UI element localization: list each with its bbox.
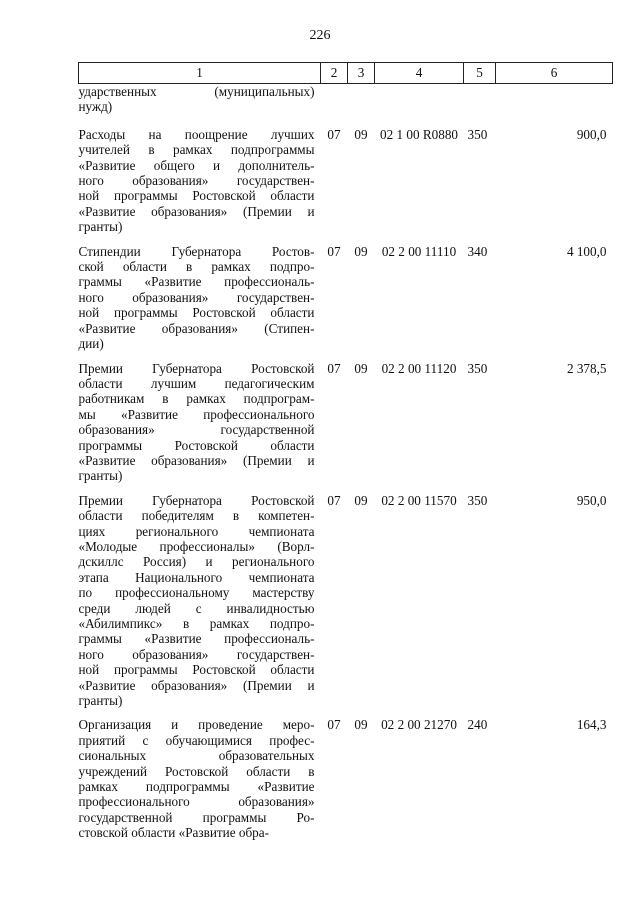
- description-line: гранты): [78, 468, 123, 484]
- description-line: сиональных образовательных: [78, 748, 315, 764]
- description-line: Премии Губернатора Ростовской: [78, 360, 315, 376]
- description-line: гранты): [78, 693, 123, 709]
- description-line: стовской области «Развитие обра-: [78, 825, 269, 841]
- description-line: ного образования» государствен-: [78, 289, 315, 305]
- table-row: [79, 84, 613, 127]
- description-line: «Молодые профессионалы» (Ворл-: [78, 538, 315, 554]
- section-code: [321, 84, 348, 127]
- description-line: «Развитие образования» (Стипен-: [78, 320, 315, 336]
- description-line: циях регионального чемпионата: [78, 523, 315, 539]
- amount: 4 100,0: [566, 243, 607, 259]
- subsection-code: 09: [354, 717, 368, 733]
- target-article-code: 02 2 00 21270: [381, 717, 457, 733]
- description-line: Премии Губернатора Ростовской: [78, 492, 315, 508]
- subsection-code: [348, 84, 375, 127]
- description-line: профессионального образования»: [78, 794, 315, 810]
- amount: 950,0: [576, 492, 607, 508]
- row-description: [79, 717, 321, 849]
- description-line: области победителям в компетен-: [78, 508, 315, 524]
- description-line: рамках подпрограммы «Развитие: [78, 779, 315, 795]
- description-line: Расходы на поощрение лучших: [78, 126, 315, 142]
- subsection-code: 09: [354, 126, 368, 142]
- description-line: приятий с обучающимися профес-: [78, 732, 315, 748]
- description-line: нужд): [78, 99, 113, 115]
- description-line: программы Ростовской области: [78, 437, 315, 453]
- description-line: мы «Развитие профессионального: [78, 406, 315, 422]
- subsection-code: 09: [354, 243, 368, 259]
- description-line: «Развитие образования» (Премии и: [78, 203, 315, 219]
- description-line: государственной программы Ро-: [78, 809, 315, 825]
- target-article-code: 02 1 00 R0880: [379, 126, 459, 142]
- description-line: ной программы Ростовской области: [78, 662, 315, 678]
- description-line: дскиллс Россия) и регионального: [78, 554, 315, 570]
- description-line: ной программы Ростовской области: [78, 305, 315, 321]
- description-line: ской области в рамках подпро-: [78, 259, 315, 275]
- table-row: [79, 127, 613, 244]
- description-line: образования» государственной: [78, 422, 315, 438]
- description-line: «Развитие общего и дополнитель-: [78, 157, 315, 173]
- subsection-code: 09: [354, 492, 368, 508]
- expense-type-code: 350: [467, 360, 488, 376]
- table-row: [79, 717, 613, 849]
- amount: 164,3: [576, 717, 607, 733]
- description-line: Стипендии Губернатора Ростов-: [78, 243, 315, 259]
- table-row: [79, 244, 613, 361]
- amount: [496, 84, 613, 127]
- description-line: работникам в рамках подпрограм-: [78, 391, 315, 407]
- row-description: [79, 244, 321, 361]
- table-body: [79, 84, 613, 850]
- description-line: по профессиональному мастерству: [78, 585, 315, 601]
- table-header-row: [79, 63, 613, 84]
- column-header-1: 1: [79, 63, 321, 84]
- target-article-code: [375, 84, 464, 127]
- expense-type-code: 240: [467, 717, 488, 733]
- row-description: [79, 493, 321, 718]
- section-code: 07: [327, 360, 341, 376]
- section-code: 07: [327, 243, 341, 259]
- expense-type-code: 350: [467, 492, 488, 508]
- page-number: 226: [309, 28, 331, 43]
- description-line: среди людей с инвалидностью: [78, 600, 315, 616]
- description-line: ной программы Ростовской области: [78, 188, 315, 204]
- section-code: 07: [327, 492, 341, 508]
- description-line: ного образования» государствен-: [78, 173, 315, 189]
- description-line: дии): [78, 336, 104, 352]
- description-line: «Абилимпикс» в рамках подпро-: [78, 616, 315, 631]
- expense-type-code: 340: [467, 243, 488, 259]
- row-description: [79, 361, 321, 493]
- description-line: учреждений Ростовской области в: [78, 763, 315, 779]
- budget-table: [78, 62, 613, 850]
- row-description: [79, 84, 321, 127]
- expense-type-code: 350: [467, 126, 488, 142]
- target-article-code: 02 2 00 11120: [381, 360, 457, 376]
- table-row: [79, 493, 613, 718]
- subsection-code: 09: [354, 360, 368, 376]
- description-line: этапа Национального чемпионата: [78, 569, 315, 585]
- row-description: [79, 127, 321, 244]
- target-article-code: 02 2 00 11570: [381, 492, 457, 508]
- description-line: гранты): [78, 219, 123, 235]
- description-line: «Развитие образования» (Премии и: [78, 677, 315, 693]
- description-line: «Развитие образования» (Премии и: [78, 452, 315, 468]
- column-header-6: 6: [496, 63, 613, 84]
- target-article-code: 02 2 00 11110: [381, 243, 457, 259]
- description-line: учителей в рамках подпрограммы: [78, 142, 315, 158]
- description-line: граммы «Развитие профессиональ-: [78, 631, 315, 647]
- column-header-3: 3: [348, 63, 375, 84]
- description-line: граммы «Развитие профессиональ-: [78, 274, 315, 290]
- section-code: 07: [327, 717, 341, 733]
- amount: 900,0: [576, 126, 607, 142]
- description-line: ударственных (муниципальных): [78, 84, 315, 99]
- column-header-2: 2: [321, 63, 348, 84]
- section-code: 07: [327, 126, 341, 142]
- column-header-4: 4: [375, 63, 464, 84]
- description-line: Организация и проведение меро-: [78, 717, 315, 733]
- description-line: области лучшим педагогическим: [78, 375, 315, 391]
- expense-type-code: [464, 84, 496, 127]
- table-row: [79, 361, 613, 493]
- description-line: ного образования» государствен-: [78, 646, 315, 662]
- column-header-5: 5: [464, 63, 496, 84]
- amount: 2 378,5: [566, 360, 607, 376]
